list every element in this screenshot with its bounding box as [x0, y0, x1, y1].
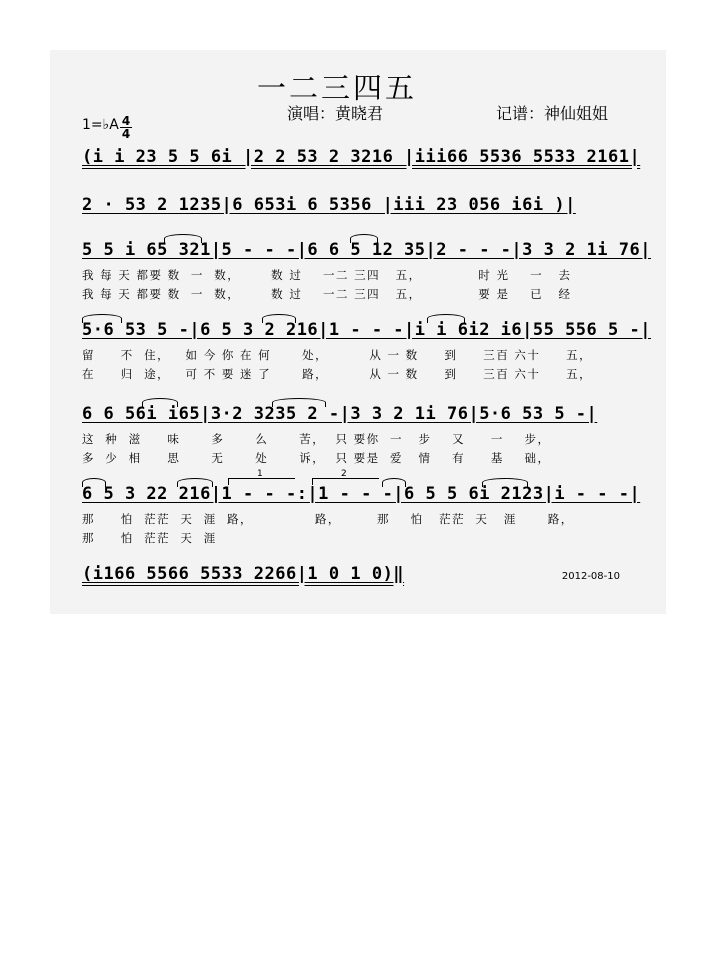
volta-first-ending — [228, 469, 295, 485]
lyric-line-4-verse-2: 在 归 途， 可 不 要 迷 了 路， 从 一 数 到 三百 六十 五， — [82, 367, 593, 381]
staff-line-2 — [82, 195, 627, 219]
scribe-credit: 记谱：神仙姐姐 — [496, 104, 609, 123]
notes-line-6: 6 5 3 22 216|1 - - -:|1 - - -|6 5 5 6i 2123|i - - -| — [82, 484, 641, 504]
lyric-line-4-verse-1: 留 不 住， 如 今 你 在 何 处， 从 一 数 到 三百 六十 五， — [82, 348, 593, 362]
lyric-line-5-verse-2: 多 少 相 思 无 处 诉， 只 要是 爱 情 有 基 础， — [82, 451, 551, 465]
notes-line-3: 5 5 i 65 321|5 - - -|6 6 5 12 35|2 - - -|3 3 2 1i 76| — [82, 240, 651, 260]
lyric-line-6-verse-2: 那 怕 茫茫 天 涯 — [82, 531, 217, 545]
volta-second-number: 2 — [341, 469, 347, 479]
song-title: 一二三四五 — [257, 71, 418, 105]
singer-credit: 演唱：黄晓君 — [287, 104, 384, 123]
volta-first-number: 1 — [257, 469, 263, 479]
staff-line-4 — [82, 320, 651, 382]
transcription-date: 2012-08-10 — [561, 571, 620, 582]
time-signature-bottom: 4 — [121, 127, 131, 141]
staff-line-3 — [82, 240, 651, 302]
lyric-line-6-verse-1: 那 怕 茫茫 天 涯 路， 路， 那 怕 茫茫 天 涯 路， — [82, 512, 574, 526]
lyric-line-3-verse-2: 我 每 天 都要 数 一 数， 数 过 一二 三四 五， 要 是 已 经 — [82, 287, 572, 301]
key-signature: 1=♭A — [82, 117, 119, 133]
notes-line-4: 5·6 53 5 -|6 5 3 2 216|1 - - -|i i 6i2 i6|55 556 5 -| — [82, 320, 651, 340]
lyric-line-3-verse-1: 我 每 天 都要 数 一 数， 数 过 一二 三四 五， 时 光 一 去 — [82, 268, 572, 282]
notes-line-5: 6 6 56i i65|3·2 3235 2 -|3 3 2 1i 76|5·6 53 5 -| — [82, 404, 598, 424]
staff-line-5 — [82, 404, 627, 466]
score-sheet — [50, 50, 666, 614]
notes-line-1: (i i 23 5 5 6i |2 2 53 2 3216 |iii66 5536 5533 2161| — [82, 147, 641, 167]
time-signature-top: 4 — [121, 114, 131, 128]
lyric-line-5-verse-1: 这 种 滋 味 多 么 苦， 只 要你 一 步 又 一 步， — [82, 432, 551, 446]
volta-second-ending — [312, 469, 379, 485]
staff-line-1 — [82, 147, 641, 171]
time-signature — [120, 115, 132, 140]
staff-line-7 — [82, 564, 627, 588]
notes-line-2: 2 · 53 2 1235|6 653i 6 5356 |iii 23 056 i6i )| — [82, 195, 576, 215]
notes-line-7: (i166 5566 5533 2266|1 0 1 0)‖ — [82, 564, 405, 584]
staff-line-6 — [82, 484, 641, 546]
